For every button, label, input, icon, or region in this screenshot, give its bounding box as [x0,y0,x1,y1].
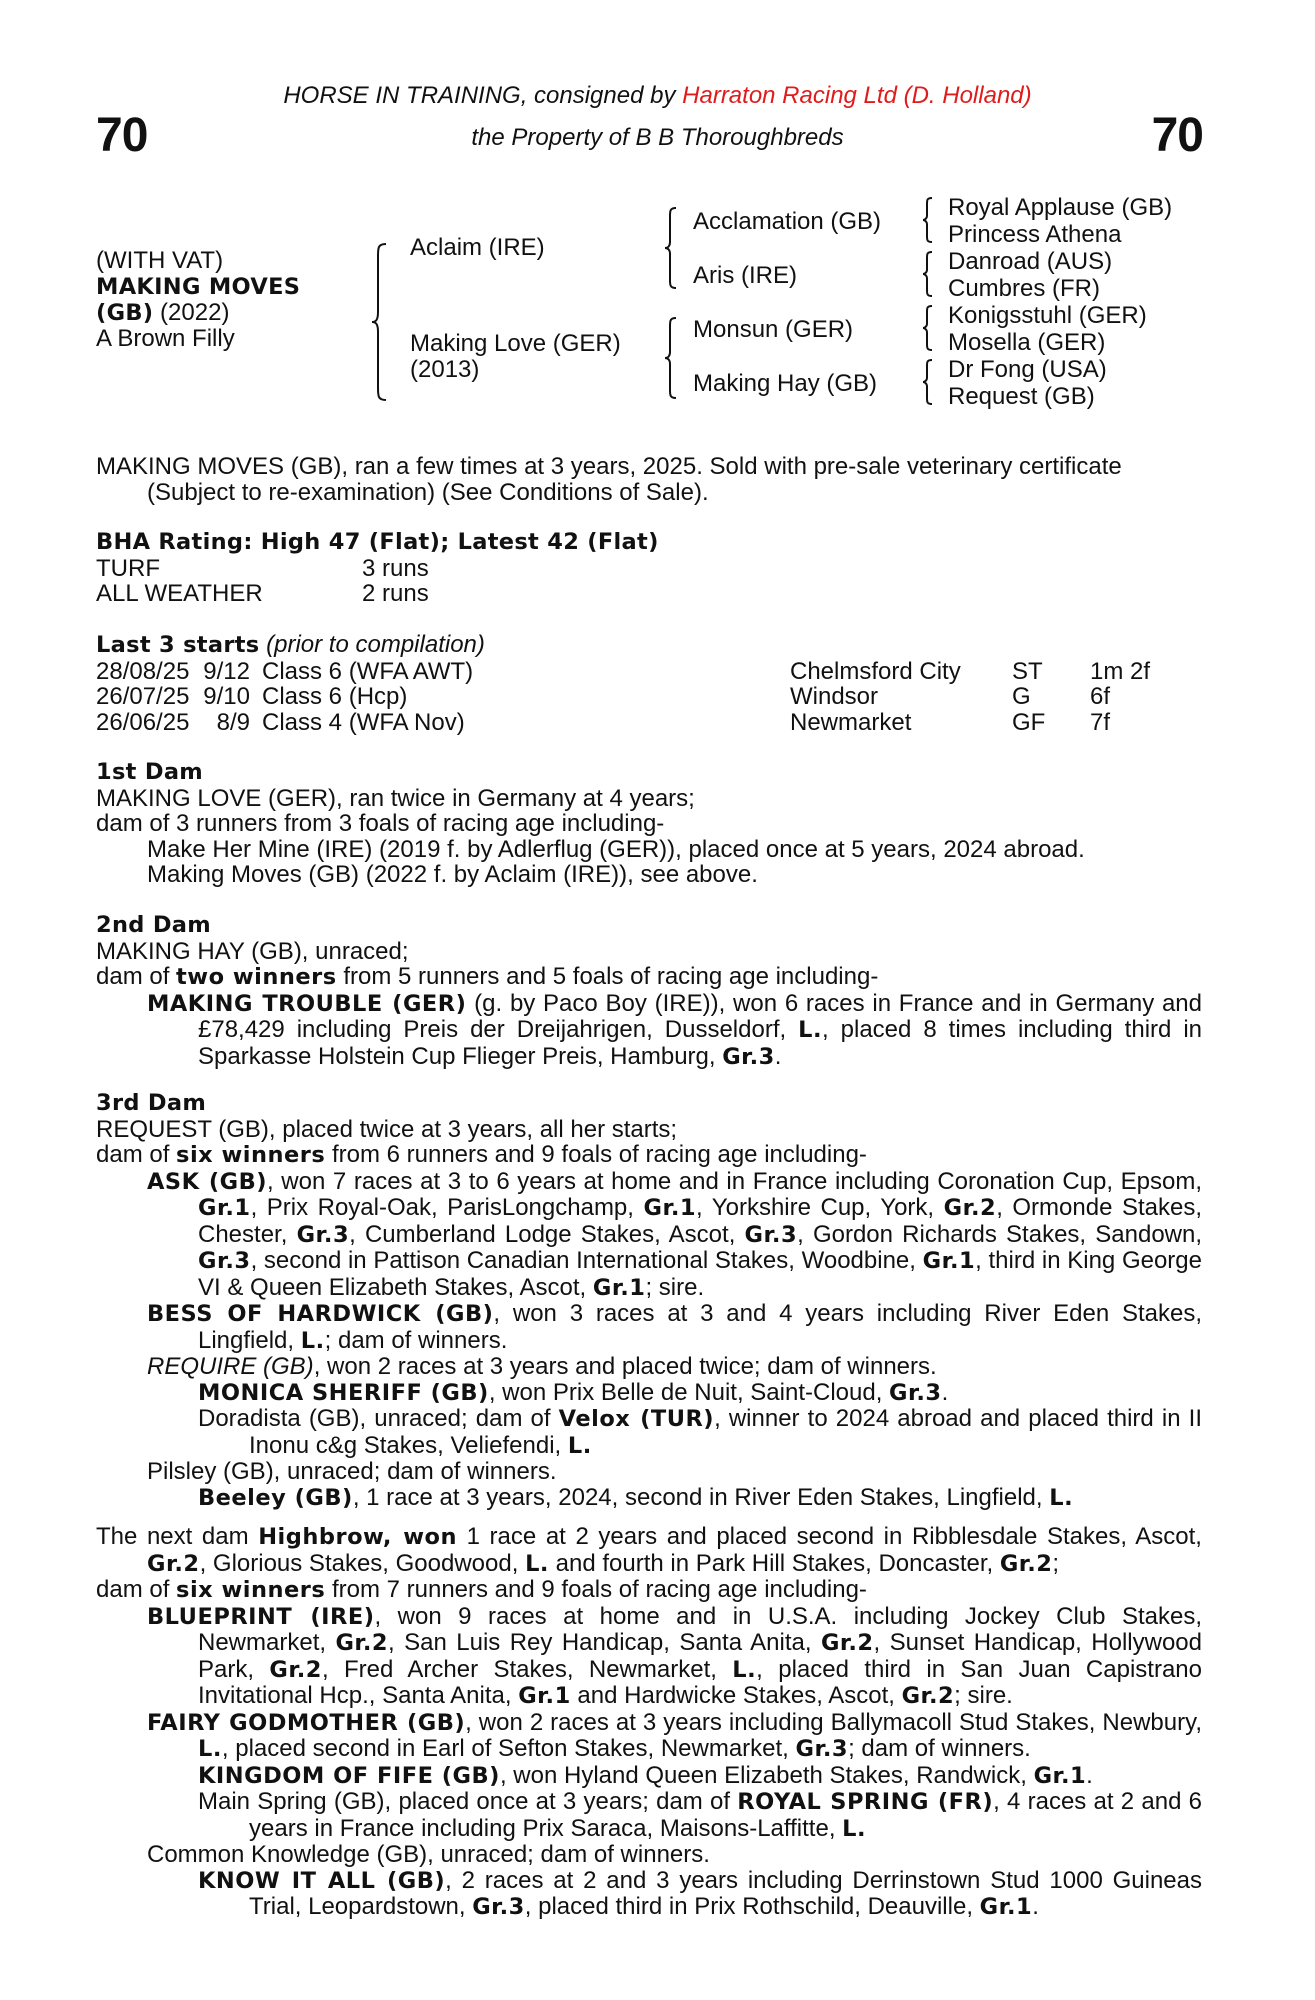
rating-runs: 3 runs [362,554,429,582]
start-date: 28/08/25 [96,657,190,685]
listed-badge: L. [198,1736,222,1762]
listed-badge: L. [300,1327,325,1354]
horse-name-block [96,248,300,352]
pedigree-brace-main [370,242,388,402]
second-dam-title: 2nd Dam [96,912,212,938]
listed-badge: L. [525,1550,549,1577]
listed-badge: L. [798,1017,823,1043]
text-run: , 4 races at 2 and 6 years in France including Prix Saraca, Maisons-Laffitte, [249,1788,1202,1842]
horse-name-bold: ASK (GB) [147,1168,268,1195]
horse-name-bold: MAKING TROUBLE (GER) [147,990,467,1017]
group-badge: Gr.2 [147,1550,200,1577]
text-run: dam of [96,1141,177,1168]
text-run: , Glorious Stakes, Goodwood, [199,1549,526,1577]
third-dam-line: REQUEST (GB), placed twice at 3 years, all her starts; [96,1115,678,1143]
horse-description: A Brown Filly [96,325,235,352]
third-dam-line [96,1142,1202,1169]
group-badge: Gr.3 [198,1248,251,1274]
text-run: , Fred Archer Stakes, Newmarket, [321,1655,733,1683]
horse-name-bold: Velox (TUR) [558,1406,715,1432]
group-badge: Gr.3 [744,1221,798,1248]
rating-runs: 2 runs [362,580,429,607]
pedigree-sdd: Cumbres (FR) [948,275,1101,302]
third-dam-produce-ask [96,1169,1202,1302]
third-dam-produce-pilsley: Pilsley (GB), unraced; dam of winners. [147,1458,557,1485]
start-race: Class 6 (WFA AWT) [262,657,474,685]
text-run: ; [1052,1549,1060,1577]
horse-name-bold: ROYAL SPRING (FR) [737,1789,994,1815]
next-dam-produce-mainspring [96,1789,1202,1842]
next-dam-produce-blueprint [96,1604,1202,1710]
pedigree-dds: Dr Fong (USA) [948,356,1107,383]
third-dam-produce-require [96,1354,1202,1380]
horse-name-bold: FAIRY GODMOTHER (GB) [147,1709,466,1736]
next-dam-grandproduce-knowitall [96,1868,1202,1921]
start-date: 26/06/25 [96,708,190,736]
group-badge: Gr.1 [592,1274,646,1301]
group-badge: Gr.3 [795,1736,849,1762]
text-run: , Gordon Richards Stakes, Sandown, [797,1220,1203,1248]
last-starts-title [96,632,1202,659]
group-badge: Gr.1 [979,1894,1033,1920]
third-dam-grandproduce-monica [96,1380,1202,1407]
consignment-line [0,82,1315,110]
pedigree-dam-dam: Making Hay (GB) [693,370,878,397]
group-badge: Gr.1 [1033,1762,1087,1789]
horse-name: MAKING MOVES [96,274,301,300]
text-run: (g. by Paco Boy (IRE)), won 6 races in France and in Germany and £78,429 including Preis der Dreijahrigen, Dusseldorf, [198,989,1202,1043]
next-dam-grandproduce-kingdom [96,1763,1202,1790]
last-starts-heading: Last 3 starts [96,632,260,658]
text-run: , won Hyland Queen Elizabeth Stakes, Randwick, [499,1761,1034,1789]
first-dam-line: MAKING LOVE (GER), ran twice in Germany at 4 years; [96,784,695,812]
group-badge: Gr.3 [889,1379,942,1406]
horse-country: (GB) [96,300,154,326]
intro-line-1: MAKING MOVES (GB), ran a few times at 3 years, 2025. Sold with pre-sale veterinary certificate [96,453,1122,480]
next-dam-section [96,1524,1202,1921]
text-run: , Cumberland Lodge Stakes, Ascot, [349,1220,745,1248]
text-run: Main Spring (GB), placed once at 3 years; dam of [198,1788,738,1815]
text-run: and Hardwicke Stakes, Ascot, [570,1682,902,1709]
text-run: , winner to 2024 abroad and placed third in II Inonu c&g Stakes, Veliefendi, [249,1405,1202,1459]
group-badge: Gr.1 [198,1195,251,1221]
group-badge: Gr.2 [335,1630,389,1656]
pedigree-ddd: Request (GB) [948,383,1095,410]
next-dam-line [96,1577,1202,1604]
pedigree-dam-year: (2013) [410,356,480,383]
text-run: , Sunset Handicap, Hollywood Park, [198,1629,1202,1683]
bold-run: , won [382,1524,457,1550]
text-run: , Ormonde Stakes, Chester, [198,1194,1202,1248]
pedigree-dam: Making Love (GER) [410,330,621,357]
text-run: , third in King George VI & Queen Elizabeth Stakes, Ascot, [198,1247,1202,1301]
start-course: Newmarket [790,708,912,736]
start-position: 9/10 [203,683,250,710]
text-run: , 2 races at 2 and 3 years including Derrinstown Stud 1000 Guineas Trial, Leopardstown, [249,1866,1203,1920]
start-race: Class 6 (Hcp) [262,683,408,710]
text-run: The next dam [96,1523,259,1550]
text-run: , won Prix Belle de Nuit, Saint-Cloud, [488,1378,890,1406]
text-run: , won 7 races at 3 to 6 years at home and in France including Coronation Cup, Epsom, [267,1167,1203,1195]
next-dam-produce-fairy [96,1710,1202,1763]
rating-surface: TURF [96,554,160,582]
text-run: . [1032,1893,1039,1920]
horse-name-bold: BESS OF HARDWICK (GB) [147,1301,494,1327]
listed-badge: L. [732,1656,757,1683]
second-dam-line [96,964,1202,991]
text-run: 1 race at 2 years and placed second in Ribblesdale Stakes, Ascot, [456,1523,1202,1550]
listed-badge: L. [1049,1484,1074,1511]
horse-year: (2022) [153,299,230,326]
second-dam-produce [96,991,1202,1071]
horse-name-bold: KINGDOM OF FIFE (GB) [198,1762,500,1789]
pedigree-brace-3a [922,196,934,244]
pedigree-brace-dam [664,316,678,400]
start-position: 8/9 [216,708,250,736]
text-run: . [774,1042,782,1070]
text-run: from 5 runners and 5 foals of racing age including- [336,963,879,990]
rating-row [96,581,429,607]
third-dam-produce-bess [96,1301,1202,1354]
pedigree-dss: Konigsstuhl (GER) [948,302,1147,329]
text-run: , placed third in Prix Rothschild, Deauville, [524,1893,980,1920]
first-dam-produce: Making Moves (GB) (2022 f. by Aclaim (IRE)), see above. [147,861,758,888]
text-run: ; dam of winners. [848,1735,1031,1762]
first-dam-produce: Make Her Mine (IRE) (2019 f. by Adlerflug (GER)), placed once at 5 years, 2024 abroad. [147,835,1085,863]
pedigree-brace-3c [922,304,934,352]
text-run: from 7 runners and 9 foals of racing age including- [325,1576,867,1603]
pedigree-brace-sire [664,206,678,290]
last-starts-note: (prior to compilation) [259,631,485,658]
first-dam-section [96,760,1202,888]
horse-country-year [96,300,300,326]
pedigree-dsd: Mosella (GER) [948,329,1106,356]
group-badge: Gr.2 [999,1550,1053,1577]
horse-name-bold: BLUEPRINT (IRE) [147,1603,375,1630]
third-dam-grandproduce-doradista [96,1406,1202,1459]
text-run: , won 3 races at 3 and 4 years including River Eden Stakes, Lingfield, [198,1300,1203,1354]
start-course: Windsor [790,683,879,710]
next-dam-intro [96,1524,1202,1577]
bold-run: six winners [176,1577,326,1603]
start-distance: 6f [1090,683,1111,710]
pedigree-sss: Royal Applause (GB) [948,194,1173,221]
last-starts-section [96,632,1202,735]
start-going: ST [1012,657,1043,685]
rating-row [96,556,429,582]
horse-name-bold: Highbrow [258,1524,383,1550]
group-badge: Gr.2 [820,1630,874,1656]
last-starts-table [96,659,1150,736]
start-row [96,659,1150,685]
consignment-prefix: HORSE IN TRAINING, consigned by [283,82,683,109]
listed-badge: L. [842,1815,867,1842]
text-run: ; dam of winners. [324,1326,508,1354]
group-badge: Gr.2 [269,1656,322,1683]
pedigree-brace-3b [922,250,934,298]
text-run: and fourth in Park Hill Stakes, Doncaster, [548,1549,1000,1577]
start-distance: 1m 2f [1090,657,1151,685]
text-run: , second in Pattison Canadian International Stakes, Woodbine, [250,1247,923,1274]
text-run: ; sire. [645,1273,705,1301]
start-row [96,684,1150,710]
third-dam-title: 3rd Dam [96,1090,207,1116]
start-position: 9/12 [203,657,250,685]
third-dam-grandproduce-beeley [96,1485,1202,1512]
start-distance: 7f [1090,708,1111,736]
pedigree-ssd: Princess Athena [948,221,1122,248]
horse-name-bold: KNOW IT ALL (GB) [198,1867,446,1894]
start-row [96,710,1150,736]
text-run: dam of [96,963,177,990]
start-going: G [1012,683,1031,710]
text-run: from 6 runners and 9 foals of racing age including- [325,1141,867,1168]
third-dam-section [96,1091,1202,1511]
text-run: , won 9 races at home and in U.S.A. including Jockey Club Stakes, Newmarket, [198,1602,1202,1656]
rating-surface: ALL WEATHER [96,580,263,607]
listed-badge: L. [567,1432,592,1459]
text-run: Doradista (GB), unraced; dam of [198,1405,559,1432]
group-badge: Gr.3 [472,1894,525,1920]
next-dam-produce-common: Common Knowledge (GB), unraced; dam of winners. [147,1841,710,1868]
vat-label: (WITH VAT) [96,247,224,274]
property-line: the Property of B B Thoroughbreds [471,124,844,151]
group-badge: Gr.3 [296,1221,350,1248]
pedigree-brace-3d [922,358,934,406]
bold-run: two winners [176,964,337,990]
horse-name-italic: REQUIRE (GB) [147,1353,314,1380]
rating-title: BHA Rating: High 47 (Flat); Latest 42 (Flat) [96,529,659,555]
bold-run: six winners [176,1142,326,1168]
group-badge: Gr.1 [643,1195,697,1221]
rating-table [96,556,429,607]
text-run: , 1 race at 3 years, 2024, second in River Eden Stakes, Lingfield, [352,1483,1050,1511]
group-badge: Gr.1 [518,1683,571,1709]
first-dam-title: 1st Dam [96,759,204,785]
start-race: Class 4 (WFA Nov) [262,708,465,736]
text-run: , placed second in Earl of Sefton Stakes, Newmarket, [221,1735,796,1762]
text-run: , Yorkshire Cup, York, [696,1194,944,1221]
text-run: , placed third in San Juan Capistrano Invitational Hcp., Santa Anita, [198,1655,1202,1709]
text-run: . [1086,1761,1093,1789]
start-going: GF [1012,708,1046,736]
lot-number-right: 70 [1151,109,1203,162]
text-run: , San Luis Rey Handicap, Santa Anita, [388,1629,821,1656]
text-run: . [941,1378,949,1406]
pedigree-sire: Aclaim (IRE) [410,234,545,261]
group-badge: Gr.2 [943,1195,997,1221]
second-dam-line: MAKING HAY (GB), unraced; [96,937,409,965]
rating-section [96,530,1202,607]
text-run: , won 2 races at 3 years and placed twice; dam of winners. [313,1353,937,1380]
pedigree-sds: Danroad (AUS) [948,248,1113,275]
text-run: , Prix Royal-Oak, ParisLongchamp, [250,1194,644,1221]
first-dam-line: dam of 3 runners from 3 foals of racing age including- [96,810,665,837]
group-badge: Gr.3 [722,1043,775,1070]
group-badge: Gr.1 [922,1248,976,1274]
text-run: dam of [96,1576,177,1603]
horse-name-bold: MONICA SHERIFF (GB) [198,1379,489,1406]
intro-line-2: (Subject to re-examination) (See Conditions of Sale). [147,478,709,506]
start-course: Chelmsford City [790,657,961,685]
lot-number-left: 70 [96,109,148,162]
text-run: , won 2 races at 3 years including Ballymacoll Stud Stakes, Newbury, [465,1708,1202,1736]
consignor-name: Harraton Racing Ltd (D. Holland) [682,82,1032,109]
group-badge: Gr.2 [901,1683,955,1709]
pedigree-sire-sire: Acclamation (GB) [693,208,882,235]
intro-section [96,454,1202,505]
pedigree-dam-sire: Monsun (GER) [693,316,854,343]
second-dam-section [96,913,1202,1070]
pedigree-sire-dam: Aris (IRE) [693,262,797,289]
text-run: ; sire. [954,1682,1013,1709]
text-run: , placed 8 times including third in Sparkasse Holstein Cup Flieger Preis, Hamburg, [198,1016,1203,1070]
start-date: 26/07/25 [96,683,190,710]
horse-name-bold: Beeley (GB) [198,1484,353,1511]
